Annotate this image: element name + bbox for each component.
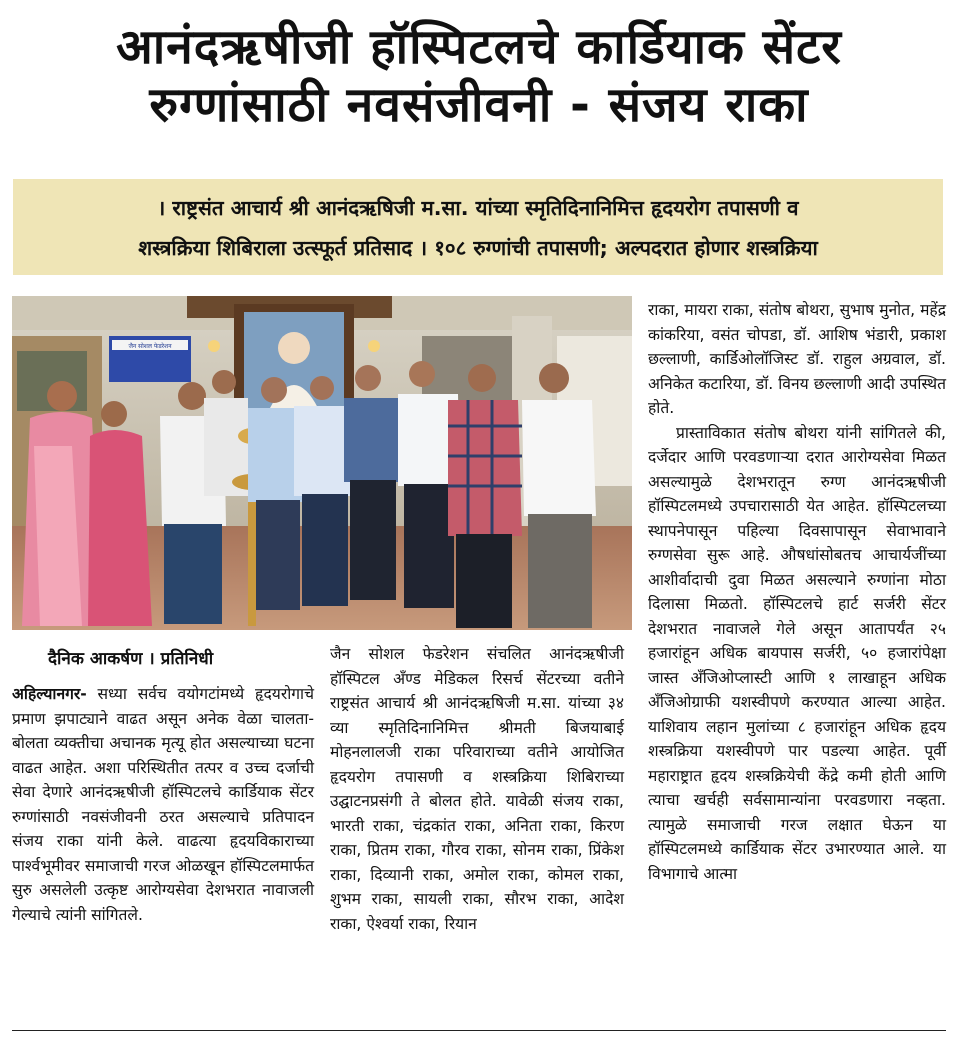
headline-line-1: आनंदऋषीजी हॉस्पिटलचे कार्डियाक सेंटर [116, 19, 842, 75]
deck-box [13, 179, 943, 275]
byline: दैनिक आकर्षण । प्रतिनिधी [48, 649, 214, 669]
event-photo [12, 296, 632, 630]
dateline: अहिल्यानगर- [12, 685, 87, 703]
column-2-text: जैन सोशल फेडरेशन संचलित आनंदऋषीजी हॉस्पिटल अँण्ड मेडिकल रिसर्च सेंटरच्या वतीने राष्ट्रसंत आचार्य श्री आनंदऋषिजी म.सा. यांच्या ३४ व्या स्मृतिदिनानिमित्त श्रीमती बिजयाबाई मोहनलालजी राका परिवाराच्या वतीने आयोजित हृदयरोग तपासणी व शस्त्रक्रिया शिबिराच्या उद्घाटनप्रसंगी ते बोलत होते. यावेळी संजय राका, भारती राका, चंद्रकांत राका, अनिता राका, किरण राका, प्रितम राका, गौरव राका, सोनम राका, प्रिंकेश राका, दिव्यानी राका, अमोल राका, कोमल राका, शुभम राका, सायली राका, सौरभ राका, आदेश राका, ऐश्वर्या राका, रियान [330, 645, 624, 933]
column-3-para-2: प्रास्ताविकात संतोष बोथरा यांनी सांगितले की, दर्जेदार आणि परवडणाऱ्या दरात आरोग्यसेवा मिळत असल्यामुळे देशभरातून रुग्ण आनंदऋषीजी हॉस्पिटलमध्ये उपचारासाठी येत आहेत. हॉस्पिटलच्या स्थापनेपासून पहिल्या दिवसापासून सेवाभावाने रुग्णसेवा सुरू आहे. औषधांसोबतच आचार्यजींच्या आशीर्वादाची दुवा मिळत असल्याने रुग्णांना मोठा दिलासा मिळतो. हॉस्पिटलचे हार्ट सर्जरी सेंटर देशभरात नावाजले गेले असून आतापर्यंत २५ हजारांहून अधिक बायपास सर्जरी, ५० हजारांपेक्षा जास्त अँजिओप्लास्टी आणि १ लाखाहून अधिक अँजिओग्राफी यशस्वीपणे करण्यात आल्या आहेत. याशिवाय लहान मुलांच्या ८ हजारांहून अधिक हृदय शस्त्रक्रिया यशस्वीपणे पार पडल्या आहेत. पूर्वी महाराष्ट्रात हृदय शस्त्रक्रियेची केंद्रे कमी होती आणि त्याचा खर्चही सर्वसामान्यांना परवडणारा नव्हता. त्यामुळे समाजाची गरज लक्षात घेऊन या हॉस्पिटलमध्ये कार्डियाक सेंटर उभारण्यात आले. या विभागाचे आत्मा [648, 423, 946, 883]
article-column-3 [648, 298, 946, 886]
headline [0, 18, 958, 134]
column-1-text: सध्या सर्वच वयोगटांमध्ये हृदयरोगाचे प्रमाण झपाट्याने वाढत असून अनेक वेळा चालता-बोलता व्यक्तीचा अचानक मृत्यू होत असल्याच्या घटना वाढत आहेत. अशा परिस्थितीत तत्पर व उच्च दर्जाची सेवा देणारे आनंदऋषीजी हॉस्पिटलचे कार्डियाक सेंटर रुग्णांसाठी नवसंजीवनी ठरत असल्याचे प्रतिपादन संजय राका यांनी केले. वाढत्या हृदयविकाराच्या पार्श्वभूमीवर समाजाची गरज ओळखून हॉस्पिटलमार्फत सुरु असलेली उत्कृष्ट आरोग्यसेवा देशभरात नावाजली गेल्याचे त्यांनी सांगितले. [12, 685, 314, 924]
deck-line-2: शस्त्रक्रिया शिबिराला उत्स्फूर्त प्रतिसाद । १०८ रुग्णांची तपासणी; अल्पदरात होणार शस्त्रक्रिया [138, 236, 818, 260]
column-3-para-1: राका, मायरा राका, संतोष बोथरा, सुभाष मुनोत, महेंद्र कांकरिया, वसंत चोपडा, डॉ. आशिष भंडारी, प्रकाश छल्लाणी, कार्डिओलॉजिस्ट डॉ. राहुल अग्रवाल, डॉ. अनिकेत कटारिया, डॉ. विनय छल्लाणी आदी उपस्थित होते. [648, 301, 946, 417]
headline-line-2: रुग्णांसाठी नवसंजीवनी - संजय राका [149, 77, 809, 133]
banner-screen-text: जैन सोशल फेडरेशन [128, 343, 172, 350]
photo-illustration [12, 296, 632, 630]
bottom-rule [12, 1030, 946, 1031]
article-column-2 [330, 642, 624, 936]
article-column-1 [12, 682, 314, 927]
deck-line-1: । राष्ट्रसंत आचार्य श्री आनंदऋषिजी म.सा. यांच्या स्मृतिदिनानिमित्त हृदयरोग तपासणी व [157, 196, 799, 220]
